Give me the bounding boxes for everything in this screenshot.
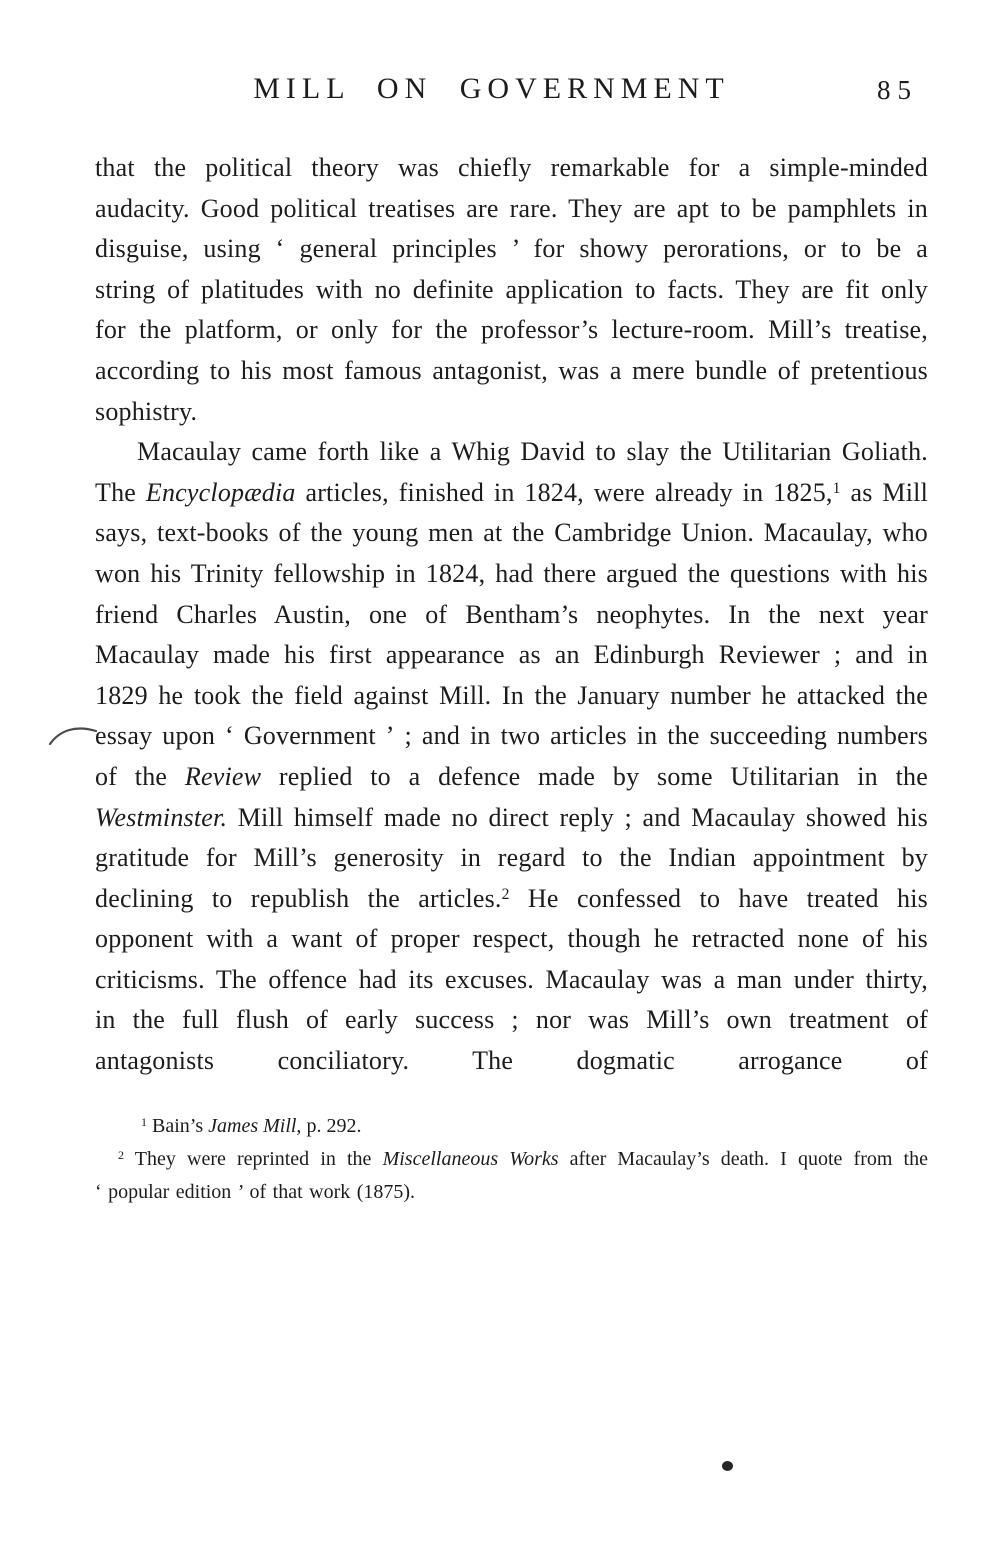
page-body [95,148,928,1082]
body-paragraph: that the political theory was chiefly remarkable for a simple-minded audacity. Good political treatises are rare. They are apt to be pamphlets in disguise, using ‘ general principles ’ for showy perorations, or to be a string of platitudes with no definite application to facts. They are fit only for the platform, or only for the professor’s lecture-room. Mill’s treatise, according to his most famous antagonist, was a mere bundle of pretentious sophistry. [95,153,928,426]
footnote: $^1$ Bain’s James Mill, p. 292. [141,1114,362,1137]
margin-pencil-mark [48,718,100,752]
footnote: $^2$ They were reprinted in the Miscellaneous Works after Macaulay’s death. I quote from the ‘ popular edition ’ of that work (1875). [95,1147,928,1203]
running-head-title: MILL ON GOVERNMENT [253,72,730,105]
ink-dot [722,1461,733,1471]
footnotes-section [95,1110,928,1209]
body-paragraph: Macaulay came forth like a Whig David to slay the Utilitarian Goliath. The Encyclopædia articles, finished in 1824, were already in 1825,$^1$ as Mill says, text-books of the young men at the Cambridge Union. Macaulay, who won his Trinity fellowship in 1824, had there argued the questions with his friend Charles Austin, one of Bentham’s neophytes. In the next year Macaulay made his first appearance as an Edinburgh Reviewer ; and in 1829 he took the field against Mill. In the January number he attacked the essay upon ‘ Government ’ ; and in two articles in the succeeding numbers of the Review replied to a defence made by some Utilitarian in the Westminster. Mill himself made no direct reply ; and Macaulay showed his gratitude for Mill’s generosity in regard to the Indian appointment by declining to republish the articles.$^2$ He confessed to have treated his opponent with a want of proper respect, though he retracted none of his criticisms. The offence had its excuses. Macaulay was a man under thirty, in the full flush of early success ; nor was Mill’s own treatment of antagonists conciliatory. The dogmatic arrogance of [95,437,928,1076]
page-number: 85 [877,75,918,105]
page-header [95,72,928,116]
